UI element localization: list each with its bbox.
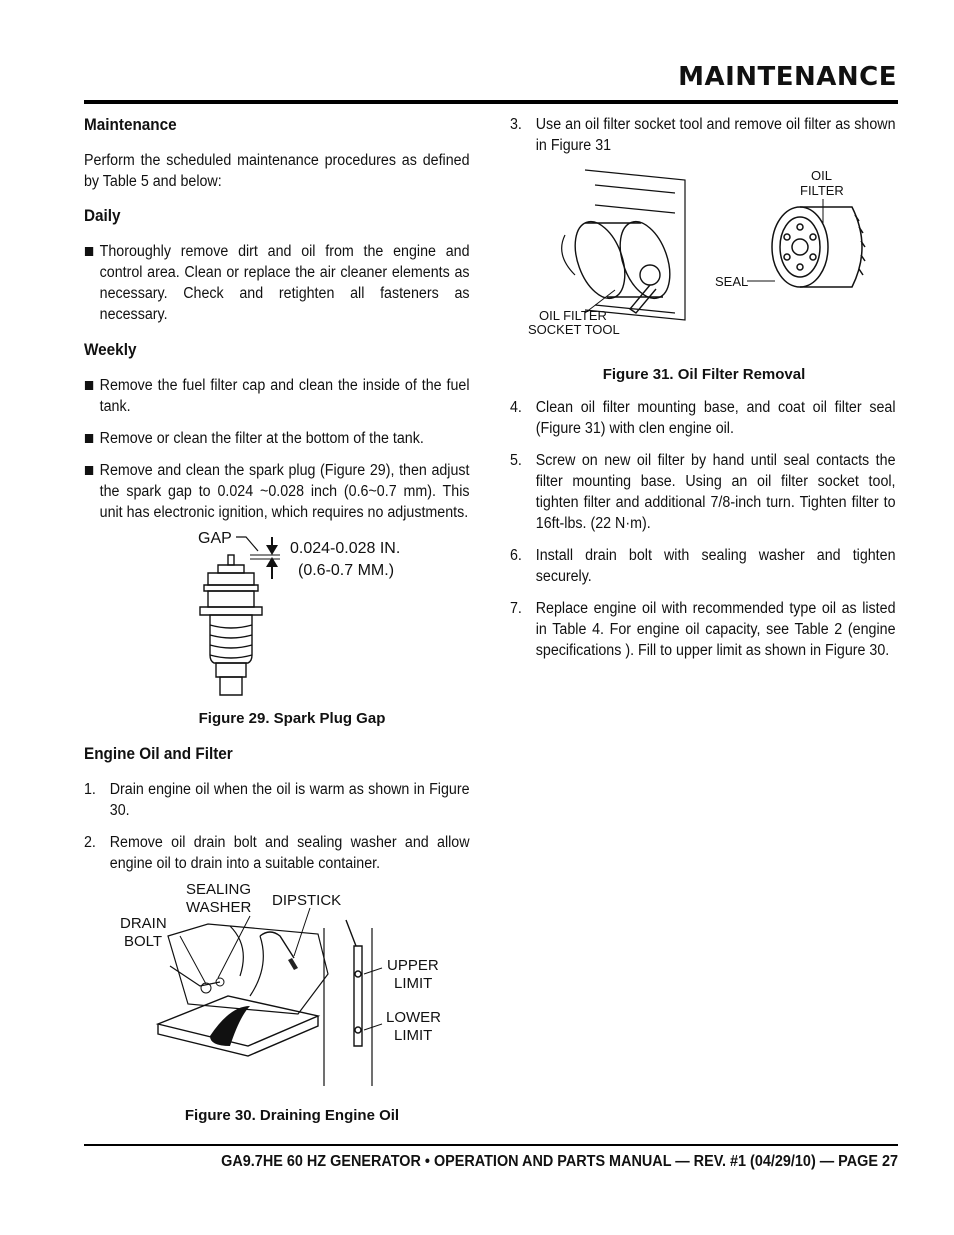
weekly-bullet: Remove and clean the spark plug (Figure 29), then adjust the spark gap to 0.024 ~0.028 inch (0.6~0.7 mm). This unit has electronic ignition, which requires no adjustments. <box>84 460 470 523</box>
page-header-title: MAINTENANCE <box>678 62 897 92</box>
figure-31-oil-filter-removal <box>525 165 895 345</box>
filter-label: FILTER <box>800 183 844 198</box>
step-6: 6. Install drain bolt with sealing washer and tighten securely. <box>510 547 896 585</box>
heading-weekly: Weekly <box>84 340 137 359</box>
step-1: 1. Drain engine oil when the oil is warm as shown in Figure 30. <box>84 781 470 819</box>
figure-31-caption: Figure 31. Oil Filter Removal <box>602 366 806 383</box>
dipstick-icon <box>346 920 362 1046</box>
figure-29-spark-plug <box>190 525 430 705</box>
step-3: 3. Use an oil filter socket tool and remove oil filter as shown in Figure 31 <box>510 116 896 154</box>
oil-label: OIL <box>811 168 832 183</box>
left-column <box>84 114 472 523</box>
header-rule <box>84 100 898 104</box>
bullet-square-icon <box>85 466 93 475</box>
page-footer: GA9.7HE 60 HZ GENERATOR • OPERATION AND PARTS MANUAL — REV. #1 (04/29/10) — PAGE 27 <box>221 1153 898 1170</box>
washer-label: WASHER <box>186 899 252 916</box>
daily-bullet: Thoroughly remove dirt and oil from the engine and control area. Clean or replace the air cleaner elements as necessary. Check and retighten all fasteners as necessary. <box>84 241 470 325</box>
gap-mm-label: (0.6-0.7 MM.) <box>298 562 395 579</box>
bullet-square-icon <box>85 434 93 443</box>
oil-pan-icon <box>158 996 318 1056</box>
heading-daily: Daily <box>84 206 121 225</box>
gap-arrow-down-icon <box>266 545 278 555</box>
engine-oil-section <box>84 743 472 874</box>
gap-inch-label: 0.024-0.028 IN. <box>290 540 401 557</box>
spark-plug-icon <box>200 555 262 695</box>
heading-maintenance: Maintenance <box>84 115 177 134</box>
footer-rule <box>84 1144 898 1146</box>
upper-limit-label: LIMIT <box>394 975 433 992</box>
socket-tool-icon <box>566 215 680 313</box>
right-steps <box>510 397 898 661</box>
weekly-bullet: Remove or clean the filter at the bottom of the tank. <box>84 428 470 449</box>
drain-label: DRAIN <box>120 915 167 932</box>
heading-engine-oil: Engine Oil and Filter <box>84 744 233 763</box>
tool-label-1: OIL FILTER <box>539 308 607 323</box>
right-column <box>510 114 898 156</box>
figure-30-caption: Figure 30. Draining Engine Oil <box>184 1107 400 1124</box>
upper-label: UPPER <box>387 957 439 974</box>
step-5: 5. Screw on new oil filter by hand until seal contacts the filter mounting base. Using an oil filter socket tool, tighten filter and additional 7/8-inch turn. Tighten filter to 16ft-lbs. (22 N·m). <box>510 452 896 532</box>
step-4: 4. Clean oil filter mounting base, and coat oil filter seal (Figure 31) with clen engine oil. <box>510 399 896 437</box>
seal-label: SEAL <box>715 274 749 289</box>
step-2: 2. Remove oil drain bolt and sealing washer and allow engine oil to drain into a suitable container. <box>84 834 470 872</box>
maintenance-intro: Perform the scheduled maintenance procedures as defined by Table 5 and below: <box>84 152 470 190</box>
oil-puddle-icon <box>210 1006 250 1046</box>
step-7: 7. Replace engine oil with recommended type oil as listed in Table 4. For engine oil capacity, see Table 2 (engine specifications ). Fill to upper limit as shown in Figure 30. <box>510 600 896 659</box>
sealing-label: SEALING <box>186 881 252 898</box>
figure-30-draining-oil <box>110 876 470 1086</box>
bullet-square-icon <box>85 247 93 256</box>
lower-label: LOWER <box>386 1009 442 1026</box>
bullet-square-icon <box>85 381 93 390</box>
bolt-label: BOLT <box>124 933 163 950</box>
tool-label-2: SOCKET TOOL <box>528 322 620 337</box>
lower-limit-label: LIMIT <box>394 1027 433 1044</box>
figure-29-caption: Figure 29. Spark Plug Gap <box>198 710 386 727</box>
gap-label: GAP <box>198 530 232 547</box>
oil-filter-icon <box>772 207 865 287</box>
weekly-bullet: Remove the fuel filter cap and clean the inside of the fuel tank. <box>84 375 470 417</box>
dipstick-label: DIPSTICK <box>272 892 342 909</box>
